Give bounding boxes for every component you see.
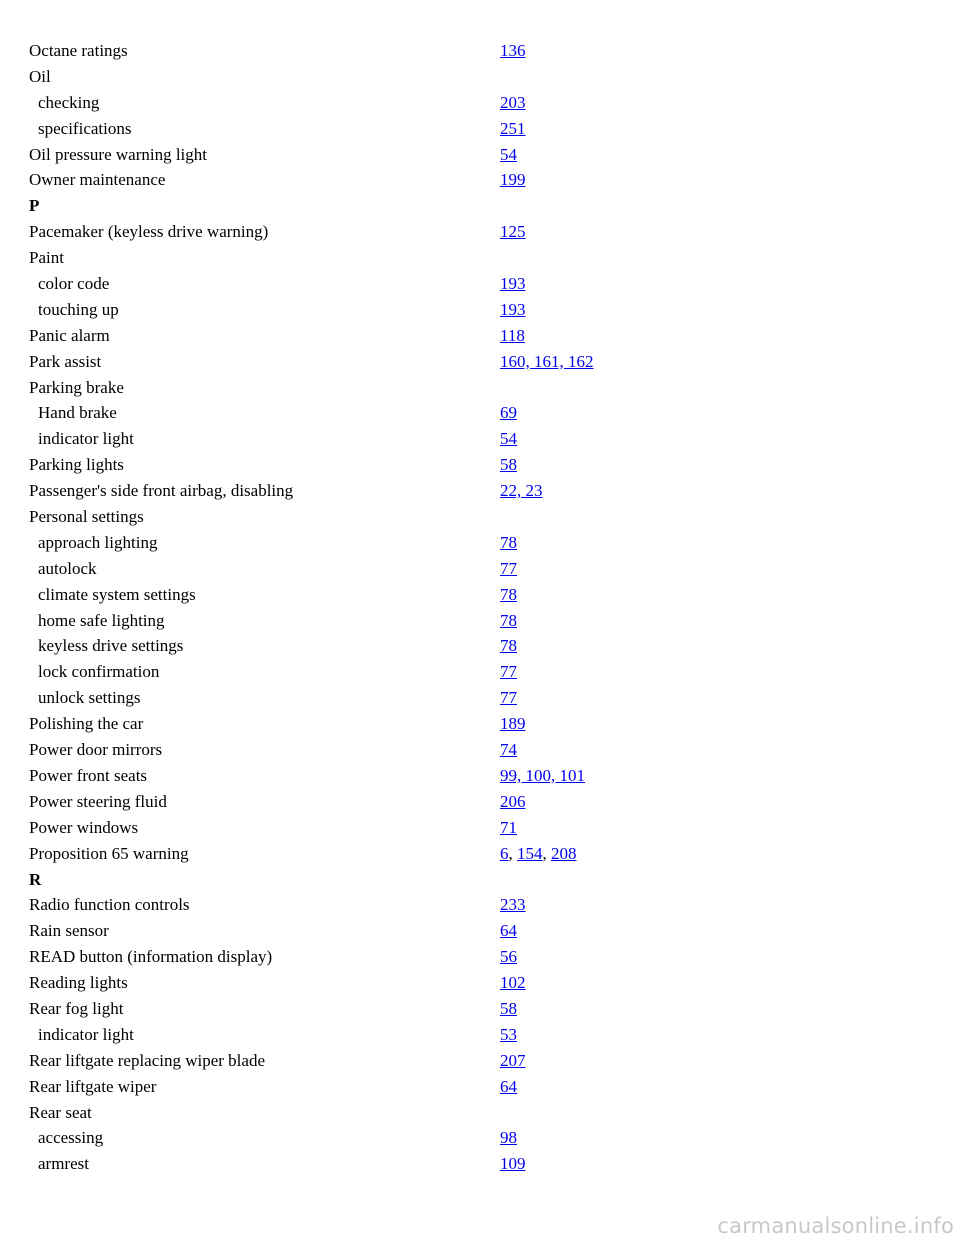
page-references xyxy=(500,452,517,478)
page-separator: , xyxy=(542,843,551,863)
page-link[interactable]: 77 xyxy=(500,662,517,682)
page-references xyxy=(500,530,517,556)
index-entry xyxy=(29,1048,929,1074)
index-entry xyxy=(29,944,929,970)
index-subentry xyxy=(29,608,929,634)
index-term: Reading lights xyxy=(29,973,128,993)
page-references xyxy=(500,815,517,841)
index-term: lock confirmation xyxy=(38,662,160,682)
index-term: keyless drive settings xyxy=(38,636,184,656)
page-link[interactable]: 136 xyxy=(500,41,526,60)
page-references xyxy=(500,633,517,659)
index-subentry xyxy=(29,633,929,659)
page-link[interactable]: 56 xyxy=(500,947,517,967)
index-entry xyxy=(29,737,929,763)
page-link[interactable]: 154 xyxy=(517,843,543,863)
page-references xyxy=(500,763,585,789)
index-entry xyxy=(29,452,929,478)
index-term: Personal settings xyxy=(29,507,144,527)
page-link[interactable]: 69 xyxy=(500,403,517,423)
page-link[interactable]: 199 xyxy=(500,170,526,190)
index-entry xyxy=(29,841,929,867)
page-link[interactable]: 125 xyxy=(500,222,526,242)
index-term: Oil pressure warning light xyxy=(29,144,207,164)
page-references xyxy=(500,892,526,918)
index-term: approach lighting xyxy=(38,532,158,552)
page-link[interactable]: 251 xyxy=(500,118,526,138)
page-link[interactable]: 58 xyxy=(500,998,517,1018)
index-entry xyxy=(29,1100,929,1126)
index-term: Power front seats xyxy=(29,765,148,785)
page-link[interactable]: 118 xyxy=(500,325,525,345)
index-subentry xyxy=(29,271,929,297)
index-term: Panic alarm xyxy=(29,325,110,345)
index-entry xyxy=(29,789,929,815)
index-entry xyxy=(29,167,929,193)
page-references xyxy=(500,789,526,815)
index-term: Passenger's side front airbag, disabling xyxy=(29,481,294,501)
page-link[interactable]: 78 xyxy=(500,584,517,604)
index-entry xyxy=(29,478,929,504)
page-link[interactable]: 77 xyxy=(500,688,517,708)
index-term: climate system settings xyxy=(38,584,196,604)
index-entry xyxy=(29,375,929,401)
page-link[interactable]: 71 xyxy=(500,817,517,837)
index-entry xyxy=(29,996,929,1022)
index-entry xyxy=(29,1074,929,1100)
page-link[interactable]: 203 xyxy=(500,92,526,112)
index-entry xyxy=(29,892,929,918)
index-list xyxy=(29,38,929,1177)
index-subentry xyxy=(29,1125,929,1151)
page-references xyxy=(500,996,517,1022)
index-entry xyxy=(29,504,929,530)
page-references xyxy=(500,297,526,323)
index-entry xyxy=(29,38,929,64)
index-term: Oil xyxy=(29,66,51,86)
page-references xyxy=(500,556,517,582)
index-subentry xyxy=(29,116,929,142)
page-references xyxy=(500,1074,517,1100)
page-link[interactable]: 207 xyxy=(500,1050,526,1070)
page-references xyxy=(500,116,526,142)
page-link[interactable]: 78 xyxy=(500,636,517,656)
page-link[interactable]: 206 xyxy=(500,791,526,811)
section-letter xyxy=(29,193,929,219)
page-link[interactable]: 64 xyxy=(500,1076,517,1096)
page-references xyxy=(500,1151,526,1177)
page-references xyxy=(500,841,577,867)
page-link[interactable]: 233 xyxy=(500,895,526,915)
page-references xyxy=(500,142,517,168)
page-link[interactable]: 74 xyxy=(500,740,517,760)
index-entry xyxy=(29,815,929,841)
index-term: Parking lights xyxy=(29,455,124,475)
index-term: home safe lighting xyxy=(38,610,165,630)
page-references xyxy=(500,970,526,996)
index-subentry xyxy=(29,400,929,426)
page-link[interactable]: 102 xyxy=(500,973,526,993)
index-subentry xyxy=(29,582,929,608)
page-references xyxy=(500,38,526,64)
index-term: Rear seat xyxy=(29,1102,92,1122)
index-entry xyxy=(29,323,929,349)
index-subentry xyxy=(29,556,929,582)
page-references xyxy=(500,478,543,504)
index-entry xyxy=(29,970,929,996)
index-term: Radio function controls xyxy=(29,895,190,915)
page-link[interactable]: 98 xyxy=(500,1128,517,1148)
index-subentry xyxy=(29,530,929,556)
page-references xyxy=(500,1125,517,1151)
page-references xyxy=(500,737,517,763)
page-separator: , xyxy=(508,843,517,863)
section-letter-label: R xyxy=(29,869,42,889)
page-references xyxy=(500,711,526,737)
page-link[interactable]: 22, 23 xyxy=(500,481,543,501)
page-references xyxy=(500,400,517,426)
page-references xyxy=(500,1048,526,1074)
page-references xyxy=(500,608,517,634)
index-entry xyxy=(29,142,929,168)
index-subentry xyxy=(29,659,929,685)
index-term: accessing xyxy=(38,1128,104,1148)
page-link[interactable]: 53 xyxy=(500,1024,517,1044)
page-link[interactable]: 189 xyxy=(500,714,526,734)
page-link[interactable]: 54 xyxy=(500,144,517,164)
index-term: Polishing the car xyxy=(29,714,144,734)
page-references xyxy=(500,349,594,375)
section-letter-label: P xyxy=(29,196,40,216)
index-term: touching up xyxy=(38,299,119,319)
index-entry xyxy=(29,219,929,245)
index-subentry xyxy=(29,1151,929,1177)
page-references xyxy=(500,582,517,608)
index-term: Paint xyxy=(29,248,64,268)
page-link[interactable]: 208 xyxy=(551,843,577,863)
page-references xyxy=(500,1022,517,1048)
index-term: Park assist xyxy=(29,351,102,371)
watermark: carmanualsonline.info xyxy=(717,1214,954,1238)
index-term: Power door mirrors xyxy=(29,740,163,760)
page-link[interactable]: 54 xyxy=(500,429,517,449)
index-term: Rear fog light xyxy=(29,998,124,1018)
index-entry xyxy=(29,245,929,271)
index-term: Rear liftgate wiper xyxy=(29,1076,157,1096)
page-link[interactable]: 77 xyxy=(500,558,517,578)
index-entry xyxy=(29,349,929,375)
page-link[interactable]: 78 xyxy=(500,532,517,552)
page-link[interactable]: 193 xyxy=(500,274,526,294)
index-term: Power windows xyxy=(29,817,139,837)
page-references xyxy=(500,426,517,452)
index-term: Octane ratings xyxy=(29,41,128,60)
section-letter xyxy=(29,867,929,893)
index-term: armrest xyxy=(38,1154,89,1174)
index-entry xyxy=(29,763,929,789)
index-term: Pacemaker (keyless drive warning) xyxy=(29,222,269,242)
index-term: Rear liftgate replacing wiper blade xyxy=(29,1050,265,1070)
page-references xyxy=(500,685,517,711)
page-references xyxy=(500,219,526,245)
page-link[interactable]: 160, 161, 162 xyxy=(500,351,594,371)
index-term: color code xyxy=(38,274,110,294)
page-references xyxy=(500,323,525,349)
index-entry xyxy=(29,711,929,737)
index-term: checking xyxy=(38,92,100,112)
index-term: Rain sensor xyxy=(29,921,109,941)
index-term: unlock settings xyxy=(38,688,141,708)
index-term: autolock xyxy=(38,558,97,578)
page-references xyxy=(500,659,517,685)
page-link[interactable]: 109 xyxy=(500,1154,526,1174)
index-term: Owner maintenance xyxy=(29,170,166,190)
page-link[interactable]: 78 xyxy=(500,610,517,630)
page-link[interactable]: 99, 100, 101 xyxy=(500,765,585,785)
index-subentry xyxy=(29,426,929,452)
index-term: Hand brake xyxy=(38,403,117,423)
page-link[interactable]: 64 xyxy=(500,921,517,941)
page-link[interactable]: 6 xyxy=(500,843,509,863)
index-subentry xyxy=(29,297,929,323)
index-subentry xyxy=(29,685,929,711)
index-term: indicator light xyxy=(38,1024,134,1044)
page-references xyxy=(500,918,517,944)
index-entry xyxy=(29,918,929,944)
index-term: Proposition 65 warning xyxy=(29,843,189,863)
index-subentry xyxy=(29,1022,929,1048)
page-references xyxy=(500,167,526,193)
page-link[interactable]: 193 xyxy=(500,299,526,319)
page-references xyxy=(500,90,526,116)
page-references xyxy=(500,271,526,297)
page-link[interactable]: 58 xyxy=(500,455,517,475)
index-subentry xyxy=(29,90,929,116)
index-term: Power steering fluid xyxy=(29,791,167,811)
page-references xyxy=(500,944,517,970)
index-term: specifications xyxy=(38,118,132,138)
index-term: READ button (information display) xyxy=(29,947,273,967)
index-entry xyxy=(29,64,929,90)
index-term: Parking brake xyxy=(29,377,124,397)
index-term: indicator light xyxy=(38,429,134,449)
